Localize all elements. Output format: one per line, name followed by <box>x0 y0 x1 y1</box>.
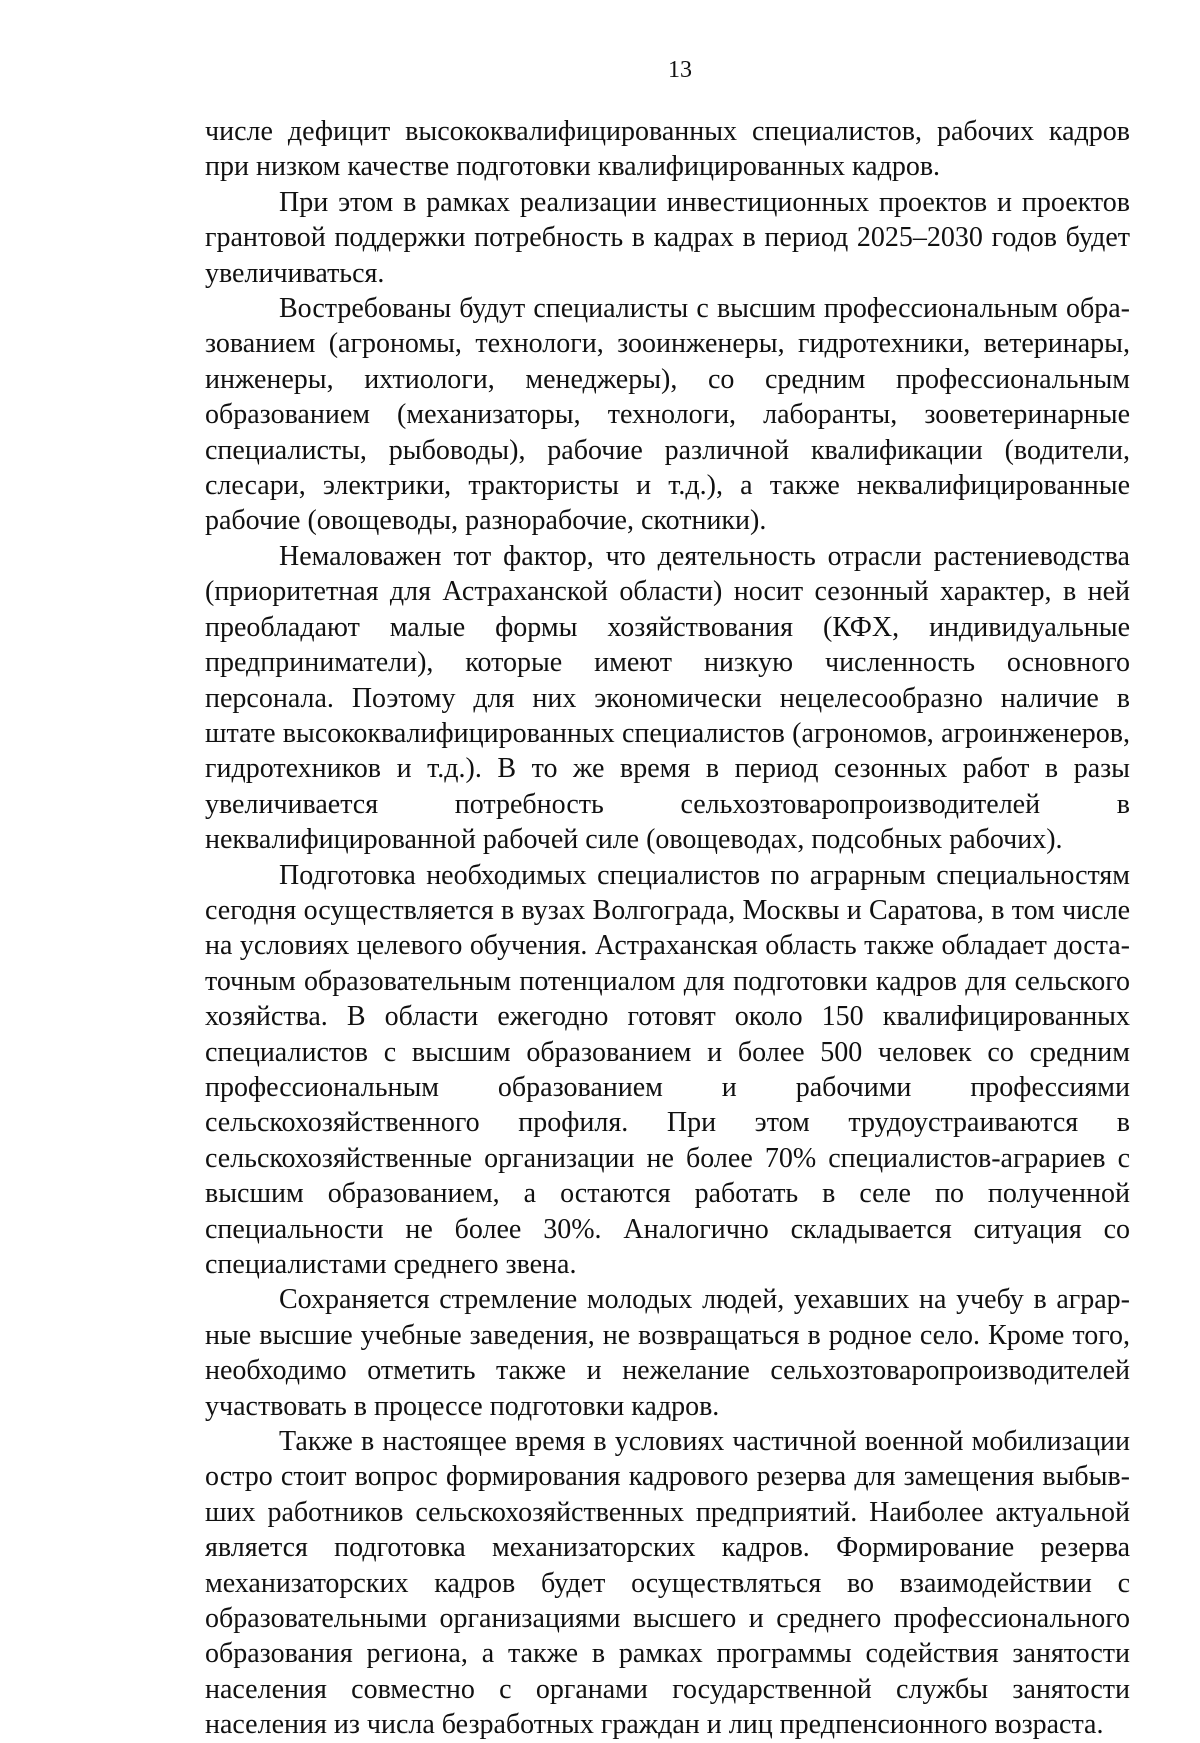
paragraph-continuation: числе дефицит высококвалифицированных специалистов, рабочих кадров при низком качестве подготовки квалифицированных кадров. <box>205 116 1130 183</box>
paragraph-demanded-specialists: Востребованы будут специалисты с высшим профессиональным образованием (агрономы, технологи, зооинженеры, гидротехники, ветеринары, инженеры, ихтиологи, менеджеры), со средним профессиональным образованием (механизаторы, технологи, лаборанты, зооветеринарные специалисты, рыбоводы), рабочие различной квалификации (водители, слесари, электрики, трактористы и т.д.), а также неквалифицированные рабочие (овощеводы, разнорабочие, скотники). <box>205 293 1130 537</box>
paragraph-seasonal-factor: Немаловажен тот фактор, что деятельность отрасли растениеводства (приоритетная для Астраханской области) носит сезонный характер, в ней преобладают малые формы хозяйствования (КФХ, индивидуальные предприниматели), которые имеют низкую численность основного персонала. Поэтому для них экономически нецелесообразно наличие в штате высококвалифицированных специалистов (агрономов, агроинженеров, гидротехников и т.д.). В то же время в период сезонных работ в разы увеличивается потребность сельхозтоваропроизводителей в неквалифицированной рабочей силе (овощеводах, подсобных рабочих). <box>205 540 1130 856</box>
document-body <box>205 114 1130 1743</box>
paragraph-investment-projects: При этом в рамках реализации инвестиционных проектов и проектов грантовой поддержки потребность в кадрах в период 2025–2030 годов будет увеличиваться. <box>205 186 1130 289</box>
paragraph-training: Подготовка необходимых специалистов по аграрным специальностям сегодня осуществляется в вузах Волгограда, Москвы и Саратова, в том числе на условиях целевого обучения. Астраханская область также обладает достаточным образовательным потенциалом для подготовки кадров для сельского хозяйства. В области ежегодно готовят около 150 квалифицированных специалистов с высшим образованием и более 500 человек со средним профессиональным образованием и рабочими профессиями сельскохозяйственного профиля. При этом трудоустраиваются в сельскохозяйственные организации не более 70% специалистов-аграриев с высшим образованием, а остаются работать в селе по полученной специальности не более 30%. Аналогично складывается ситуация со специалистами среднего звена. <box>205 859 1130 1280</box>
paragraph-mobilization-reserve: Также в настоящее время в условиях частичной военной мобилизации остро стоит вопрос формирования кадрового резерва для замещения выбывших работников сельскохозяйственных предприятий. Наиболее актуальной является подготовка механизаторских кадров. Формирование резерва механизаторских кадров будет осуществляться во взаимодействии с образовательными организациями высшего и среднего профессионального образования региона, а также в рамках программы содействия занятости населения совместно с органами государственной службы занятости населения из числа безработных граждан и лиц предпенсионного возраста. <box>205 1426 1130 1741</box>
page-number: 13 <box>668 57 692 83</box>
paragraph-youth-migration: Сохраняется стремление молодых людей, уехавших на учебу в аграрные высшие учебные заведения, не возвращаться в родное село. Кроме того, необходимо отметить также и нежелание сельхозтоваропроизводителей участвовать в процессе подготовки кадров. <box>205 1284 1130 1422</box>
